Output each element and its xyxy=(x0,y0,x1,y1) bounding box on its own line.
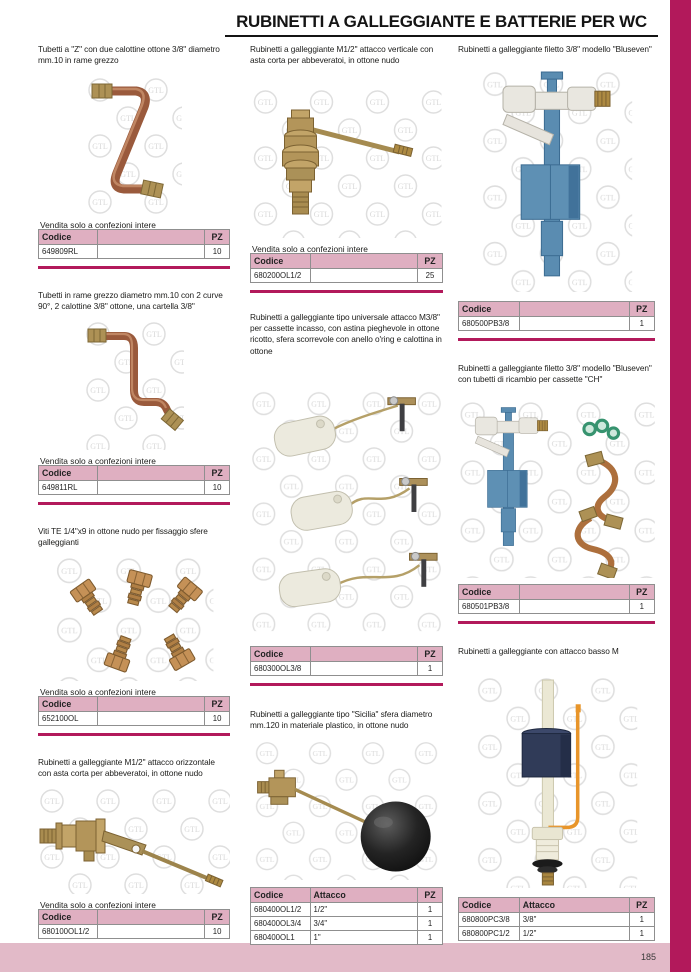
vendita-note: Vendita solo a confezioni intere xyxy=(40,220,156,230)
accent-divider xyxy=(458,621,655,624)
product-description: Rubinetti a galleggiante filetto 3/8" modello "Bluseven" xyxy=(458,44,652,54)
table-header-row: Codice PZ xyxy=(39,230,230,245)
footer-band xyxy=(0,943,670,972)
codice-table xyxy=(250,646,443,676)
vendita-note: Vendita solo a confezioni intere xyxy=(252,244,368,254)
codice-table xyxy=(250,253,443,283)
bluseven-ch-kit-photo xyxy=(458,400,655,578)
product-card xyxy=(38,290,230,516)
product-description: Rubinetti a galleggiante tipo universale attacco M3/8" per cassette incasso, con astina pieghevole in ottone ricotto, sfera scorrevole con anello o'ring e calottina in ottone xyxy=(250,312,442,356)
codice-table xyxy=(38,696,230,726)
accent-divider xyxy=(250,290,443,293)
product-description: Rubinetti a galleggiante tipo "Sicilia" sfera diametro mm.120 in materiale plastico, in ottone nudo xyxy=(250,709,433,731)
product-description: Viti TE 1/4"x9 in ottone nudo per fissaggio sfere galleggianti xyxy=(38,526,208,548)
table-row: 680100OL1/2 10 xyxy=(39,925,230,939)
sicilia-float-valve-photo xyxy=(250,740,443,880)
product-card xyxy=(250,312,443,687)
codice-table xyxy=(38,909,230,939)
product-card xyxy=(458,44,655,344)
table-row: 680200OL1/2 25 xyxy=(251,269,443,283)
product-card xyxy=(250,44,443,294)
copper-z-tube-photo xyxy=(38,76,230,216)
table-row: 680501PB3/8 1 xyxy=(459,600,655,614)
product-description: Tubetti a "Z" con due calottine ottone 3/8" diametro mm.10 in rame grezzo xyxy=(38,44,220,66)
horizontal-float-valve-photo xyxy=(38,787,230,894)
accent-divider xyxy=(250,683,443,686)
copper-s-tube-photo xyxy=(38,320,230,450)
product-card xyxy=(38,526,230,747)
table-header-row: Codice PZ xyxy=(251,254,443,269)
bottom-entry-valve-photo xyxy=(458,676,655,888)
vertical-float-valve-photo xyxy=(250,88,443,238)
codice-attacco-table xyxy=(250,887,443,945)
accent-divider xyxy=(38,266,230,269)
product-description: Rubinetti a galleggiante filetto 3/8" modello "Bluseven" con tubetti di ricambio per cassette "CH" xyxy=(458,363,652,385)
table-header-row: Codice PZ xyxy=(39,466,230,481)
table-header-row: Codice PZ xyxy=(39,697,230,712)
vendita-note: Vendita solo a confezioni intere xyxy=(40,456,156,466)
product-description: Rubinetti a galleggiante M1/2" attacco orizzontale con asta corta per abbeveratoi, in ottone nudo xyxy=(38,757,215,779)
table-row: 680800PC1/2 1/2" 1 xyxy=(459,927,655,941)
page-number: 185 xyxy=(640,952,656,962)
vendita-note: Vendita solo a confezioni intere xyxy=(40,900,156,910)
vendita-note: Vendita solo a confezioni intere xyxy=(40,687,156,697)
table-row: 649811RL 10 xyxy=(39,481,230,495)
product-description: Rubinetti a galleggiante M1/2" attacco verticale con asta corta per abbeveratoi, in ottone nudo xyxy=(250,44,434,66)
accent-divider xyxy=(458,338,655,341)
table-row: 652100OL 10 xyxy=(39,712,230,726)
magenta-edge-band xyxy=(670,0,691,972)
product-card xyxy=(38,44,230,276)
codice-table xyxy=(38,229,230,259)
universal-float-valves-photo xyxy=(250,388,443,633)
accent-divider xyxy=(38,733,230,736)
table-row: 680300OL3/8 1 xyxy=(251,662,443,676)
table-header-row: Codice Attacco PZ xyxy=(251,888,443,903)
accent-divider xyxy=(38,502,230,505)
table-header-row: Codice PZ xyxy=(251,647,443,662)
table-row: 680400OL3/4 3/4" 1 xyxy=(251,917,443,931)
bluseven-valve-photo xyxy=(458,70,655,292)
product-card xyxy=(458,363,655,625)
table-row: 680800PC3/8 3/8" 1 xyxy=(459,913,655,927)
table-row: 680400OL1/2 1/2" 1 xyxy=(251,903,443,917)
table-header-row: Codice PZ xyxy=(39,910,230,925)
table-row: 680500PB3/8 1 xyxy=(459,317,655,331)
product-card xyxy=(458,646,655,938)
table-header-row: Codice Attacco PZ xyxy=(459,898,655,913)
brass-screws-photo xyxy=(38,556,230,681)
product-card xyxy=(38,757,230,937)
table-row: 680400OL1 1" 1 xyxy=(251,931,443,945)
product-description: Rubinetti a galleggiante con attacco basso M xyxy=(458,646,619,656)
page-title: RUBINETTI A GALLEGGIANTE E BATTERIE PER WC xyxy=(225,12,658,37)
product-card xyxy=(250,709,443,944)
table-header-row: Codice PZ xyxy=(459,302,655,317)
codice-table xyxy=(458,584,655,614)
table-header-row: Codice PZ xyxy=(459,585,655,600)
product-description: Tubetti in rame grezzo diametro mm.10 con 2 curve 90°, 2 calottine 3/8" ottone, una cartella 3/8" xyxy=(38,290,223,312)
codice-table xyxy=(458,301,655,331)
codice-attacco-table xyxy=(458,897,655,941)
codice-table xyxy=(38,465,230,495)
table-row: 649809RL 10 xyxy=(39,245,230,259)
